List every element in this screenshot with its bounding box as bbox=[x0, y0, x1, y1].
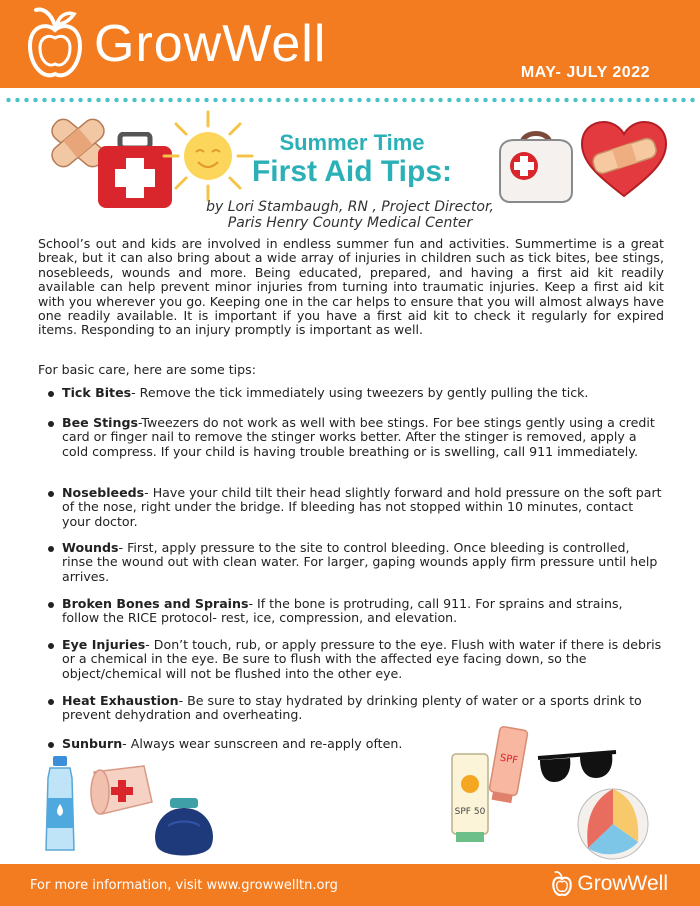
sunscreen-label-spf: SPF bbox=[498, 752, 519, 767]
basic-care-heading: For basic care, here are some tips: bbox=[38, 362, 256, 377]
tip-text: - Have your child tilt their head slightly forward and hold pressure on the soft part of the nose, right under the bridge. If bleeding has not stopped within 10 minutes, contact your doctor. bbox=[62, 485, 662, 529]
tip-title: Tick Bites bbox=[62, 385, 132, 400]
brand-logo bbox=[24, 4, 326, 84]
tip-text: - Don’t touch, rub, or apply pressure to the eye. Flush with water if there is debris or a chemical in the eye. Be sure to flush with the affected eye facing down, so the object/chemical will not be flushed into the other eye. bbox=[62, 637, 662, 681]
byline-author: by Lori Stambaugh, RN , Project Director, bbox=[206, 199, 494, 215]
sunglasses-icon bbox=[536, 748, 618, 790]
tip-tick-bites bbox=[48, 386, 588, 400]
tip-title: Heat Exhaustion bbox=[62, 693, 179, 708]
title-line-1: Summer Time bbox=[279, 130, 425, 155]
tip-title: Nosebleeds bbox=[62, 485, 145, 500]
footer-banner bbox=[0, 864, 700, 906]
tip-title: Broken Bones and Sprains bbox=[62, 596, 249, 611]
article-title bbox=[232, 130, 472, 188]
tip-title: Wounds bbox=[62, 540, 119, 555]
beach-ball-icon bbox=[574, 786, 652, 862]
tip-nosebleeds bbox=[48, 486, 663, 529]
tip-text: - If the bone is protruding, call 911. For sprains and strains, follow the RICE protocol- rest, ice, compression, and elevation. bbox=[62, 596, 623, 626]
tip-heat-exhaustion bbox=[48, 694, 663, 723]
water-bottle-icon bbox=[40, 754, 80, 854]
tip-text: - Be sure to stay hydrated by drinking plenty of water or a sports drink to prevent dehydration and overheating. bbox=[62, 693, 642, 723]
tip-text: - Always wear sunscreen and re-apply often. bbox=[122, 736, 403, 751]
ice-pack-icon bbox=[148, 796, 220, 858]
tip-bee-stings bbox=[48, 416, 663, 459]
tip-title: Sunburn bbox=[62, 736, 123, 751]
apple-logo-icon bbox=[551, 870, 573, 898]
tip-broken-bones bbox=[48, 597, 663, 626]
tip-sunburn bbox=[48, 737, 402, 751]
issue-date: MAY- JULY 2022 bbox=[520, 64, 650, 81]
tip-text: -Tweezers do not work as well with bee stings. For bee stings gently using a credit card or finger nail to remove the stinger works better. After the stinger is removed, apply a cold compress. If your child is having trouble breathing or is swelling, call 911 immediately. bbox=[62, 415, 655, 459]
medical-bag-icon bbox=[494, 122, 578, 206]
tip-text: - Remove the tick immediately using tweezers by gently pulling the tick. bbox=[131, 385, 589, 400]
tip-text: - First, apply pressure to the site to control bleeding. Once bleeding is controlled, rinse the wound out with clean water. For larger, gaping wounds apply firm pressure until help arrives. bbox=[62, 540, 658, 584]
tip-title: Eye Injuries bbox=[62, 637, 146, 652]
tip-title: Bee Stings bbox=[62, 415, 138, 430]
tip-eye-injuries bbox=[48, 638, 663, 681]
title-line-2: First Aid Tips: bbox=[251, 155, 452, 188]
byline-affiliation: Paris Henry County Medical Center bbox=[227, 215, 473, 231]
footer-info-text: For more information, visit www.growwelltn.org bbox=[30, 878, 338, 893]
tip-wounds bbox=[48, 541, 663, 584]
heart-bandage-icon bbox=[578, 118, 670, 200]
sunscreen-label-spf50: SPF 50 bbox=[454, 807, 486, 817]
dotted-divider bbox=[4, 97, 696, 103]
byline bbox=[150, 199, 550, 231]
sunscreen-icon bbox=[444, 724, 530, 844]
header-banner bbox=[0, 0, 700, 88]
footer-logo bbox=[551, 870, 668, 898]
intro-paragraph: School’s out and kids are involved in endless summer fun and activities. Summertime is a great break, but it can also bring about a wide array of injuries in children such as tick bites, bee stings, nosebleeds, wounds and more. Being educated, prepared, and having a first aid kit readily available can help prevent minor injuries from turning into traumatic injuries. Keep a first aid kit with you wherever you go. Keeping one in the car helps to ensure that you will almost always have one readily available. It is important if you have a first aid kit to check it regularly for expired items. Responding to an injury promptly is important as well. bbox=[38, 236, 664, 338]
apple-logo-icon bbox=[24, 4, 86, 84]
brand-name: GrowWell bbox=[94, 15, 327, 73]
footer-brand-name: GrowWell bbox=[577, 872, 668, 895]
